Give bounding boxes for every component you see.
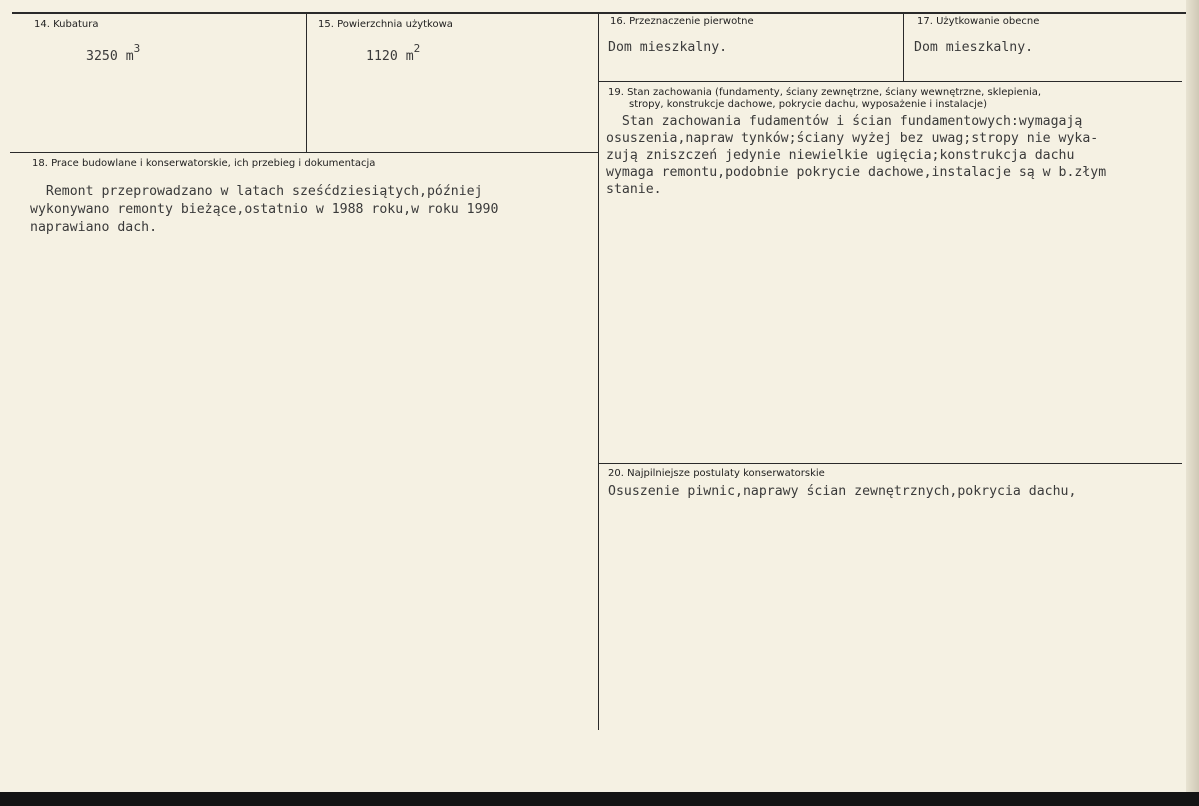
line-above-18 [10,152,599,153]
field-14-value [86,42,141,66]
divider-14-15 [306,13,307,153]
scan-bottom-edge [0,792,1199,806]
field-16-label: 16. Przeznaczenie pierwotne [610,16,754,27]
field-19-line: stanie. [606,182,662,197]
field-19-label-line2: stropy, konstrukcje dachowe, pokrycie dachu, wyposażenie i instalacje) [629,99,987,110]
field-14-unit-exponent: 3 [133,42,141,55]
field-15-unit-exponent: 2 [413,42,421,55]
divider-16-17 [903,13,904,81]
field-14-value-text: 3250 m [86,49,134,64]
field-19-line: Stan zachowania fudamentów i ścian fundamentowych:wymagają [606,114,1083,129]
field-15-label: 15. Powierzchnia użytkowa [318,19,453,30]
line-above-19 [598,81,1182,82]
field-18-line: naprawiano dach. [30,220,158,235]
field-16-value: Dom mieszkalny. [608,40,728,55]
field-15-value [366,42,421,66]
card-right-edge [1186,0,1199,792]
field-20-value: Osuszenie piwnic,naprawy ścian zewnętrznych,pokrycia dachu, [608,484,1077,499]
field-17-label: 17. Użytkowanie obecne [917,16,1040,27]
top-border-line [12,12,1186,14]
field-20-label: 20. Najpilniejsze postulaty konserwatorskie [608,468,825,479]
divider-left-right [598,13,599,730]
field-19-line: osuszenia,napraw tynków;ściany wyżej bez uwag;stropy nie wyka- [606,131,1099,146]
field-18-label: 18. Prace budowlane i konserwatorskie, ich przebieg i dokumentacja [32,158,376,169]
field-19-label-line1: 19. Stan zachowania (fundamenty, ściany zewnętrzne, ściany wewnętrzne, sklepienia, [608,87,1042,98]
field-15-value-text: 1120 m [366,49,414,64]
field-19-line: wymaga remontu,podobnie pokrycie dachowe,instalacje są w b.złym [606,165,1107,180]
line-above-20 [598,463,1182,464]
field-19-line: zują zniszczeń jedynie niewielkie ugięcia;konstrukcja dachu [606,148,1075,163]
field-18-line: Remont przeprowadzano w latach sześćdziesiątych,później [30,184,483,199]
field-18-line: wykonywano remonty bieżące,ostatnio w 1988 roku,w roku 1990 [30,202,499,217]
field-14-label: 14. Kubatura [34,19,99,30]
field-17-value: Dom mieszkalny. [914,40,1034,55]
